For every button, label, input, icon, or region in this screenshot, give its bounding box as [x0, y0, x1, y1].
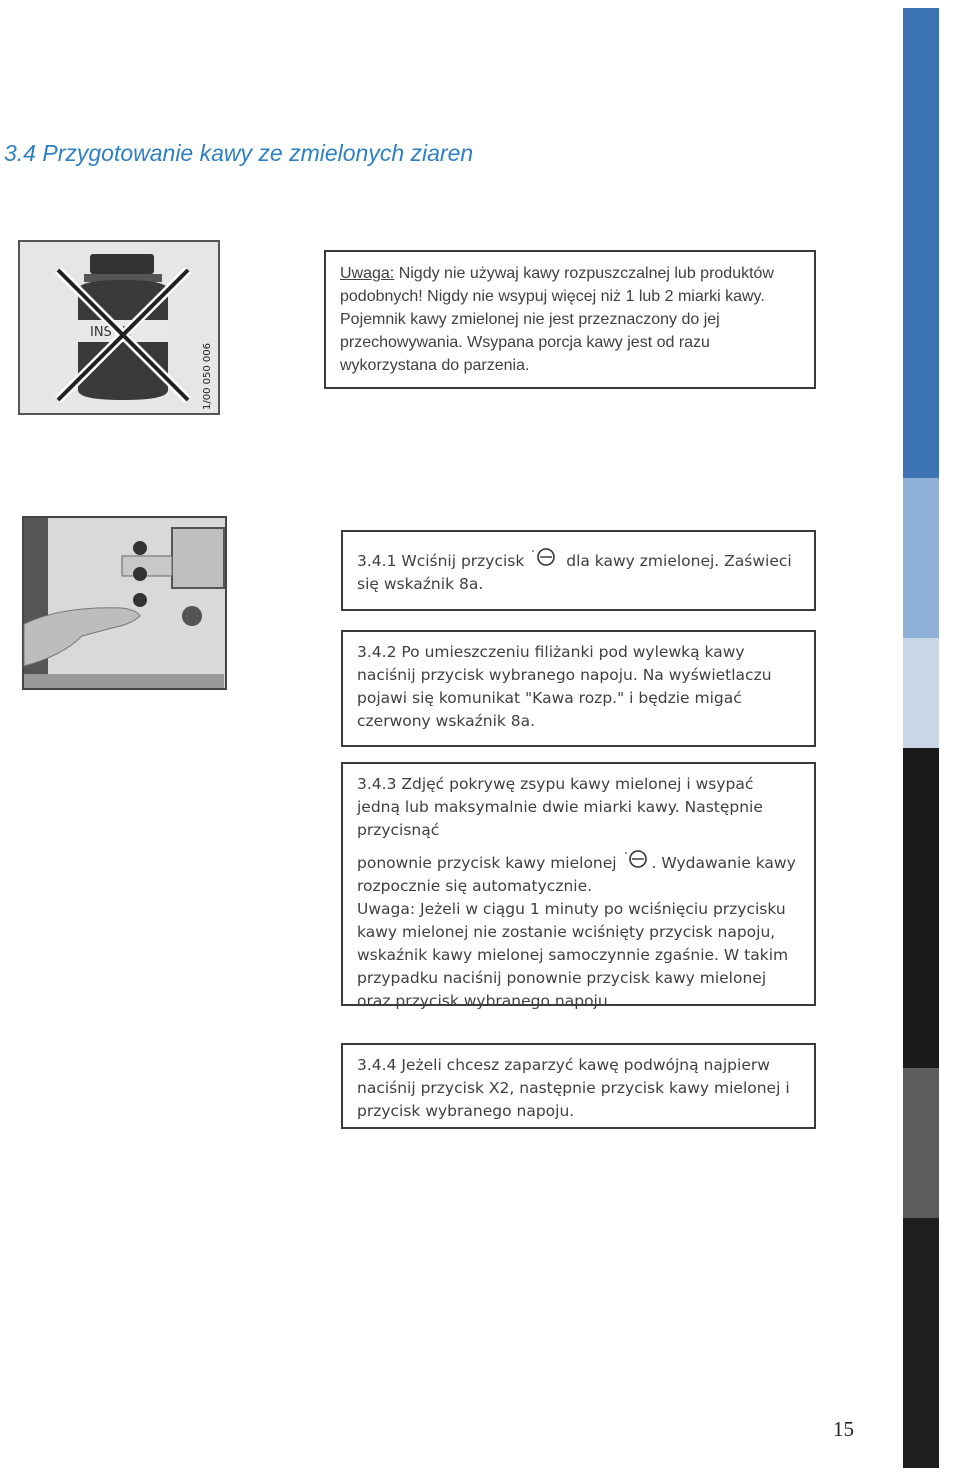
coffee-jar-photo: [18, 240, 220, 415]
warning-text: Nigdy nie używaj kawy rozpuszczalnej lub produktów podobnych! Nigdy nie wsypuj więcej niż 1 lub 2 miarki kawy. Pojemnik kawy zmielonej nie jest przeznaczony do jej przechowywania. Wsypana porcja kawy jest od razu wykorzystana do parzenia.: [340, 265, 774, 374]
step-2-box: [341, 630, 816, 747]
step-1-text-before: 3.4.1 Wciśnij przycisk: [357, 552, 530, 570]
control-panel-photo: [22, 516, 227, 690]
jar-photo-code: 1/00 050 006: [202, 343, 213, 410]
step-4-text: 3.4.4 Jeżeli chcesz zaparzyć kawę podwójną najpierw naciśnij przycisk X2, następnie przycisk kawy mielonej i przycisk wybranego napoju.: [357, 1056, 790, 1120]
page-title: 3.4 Przygotowanie kawy ze zmielonych ziaren: [4, 140, 474, 166]
svg-text:INS NT: INS NT: [90, 325, 134, 340]
step-3-note: Uwaga: Jeżeli w ciągu 1 minuty po wciśnięciu przycisku kawy mielonej nie zostanie wciśnięty przycisk napoju, wskaźnik kawy mielonej samoczynnie zgaśnie. W takim przypadku naciśnij ponownie przycisk kawy mielonej oraz przycisk wybranego napoju.: [357, 900, 789, 1010]
step-1-box: [341, 530, 816, 611]
step-1-text-after: dla kawy zmielonej. Zaświeci się wskaźnik 8a.: [357, 552, 792, 593]
step-2-text: 3.4.2 Po umieszczeniu filiżanki pod wylewką kawy naciśnij przycisk wybranego napoju. Na wyświetlaczu pojawi się komunikat "Kawa rozp." i będzie migać czerwony wskaźnik 8a.: [357, 643, 772, 730]
step-3-line2-after: . Wydawanie kawy rozpocznie się automatycznie.: [357, 854, 796, 895]
step-3-line2-before: ponownie przycisk kawy mielonej: [357, 854, 622, 872]
warning-label: Uwaga:: [340, 265, 395, 282]
step-3-box: [341, 762, 816, 1010]
ground-coffee-icon: [624, 850, 650, 870]
warning-box: [324, 250, 816, 389]
step-3-line1: 3.4.3 Zdjęć pokrywę zsypu kawy mielonej i wsypać jedną lub maksymalnie dwie miarki kawy. Następnie przycisnąć: [357, 775, 763, 839]
page-number: 15: [833, 1417, 854, 1441]
ground-coffee-icon: [531, 548, 559, 568]
step-4-box: [341, 1043, 816, 1129]
decorative-sidebar: [898, 0, 960, 1475]
